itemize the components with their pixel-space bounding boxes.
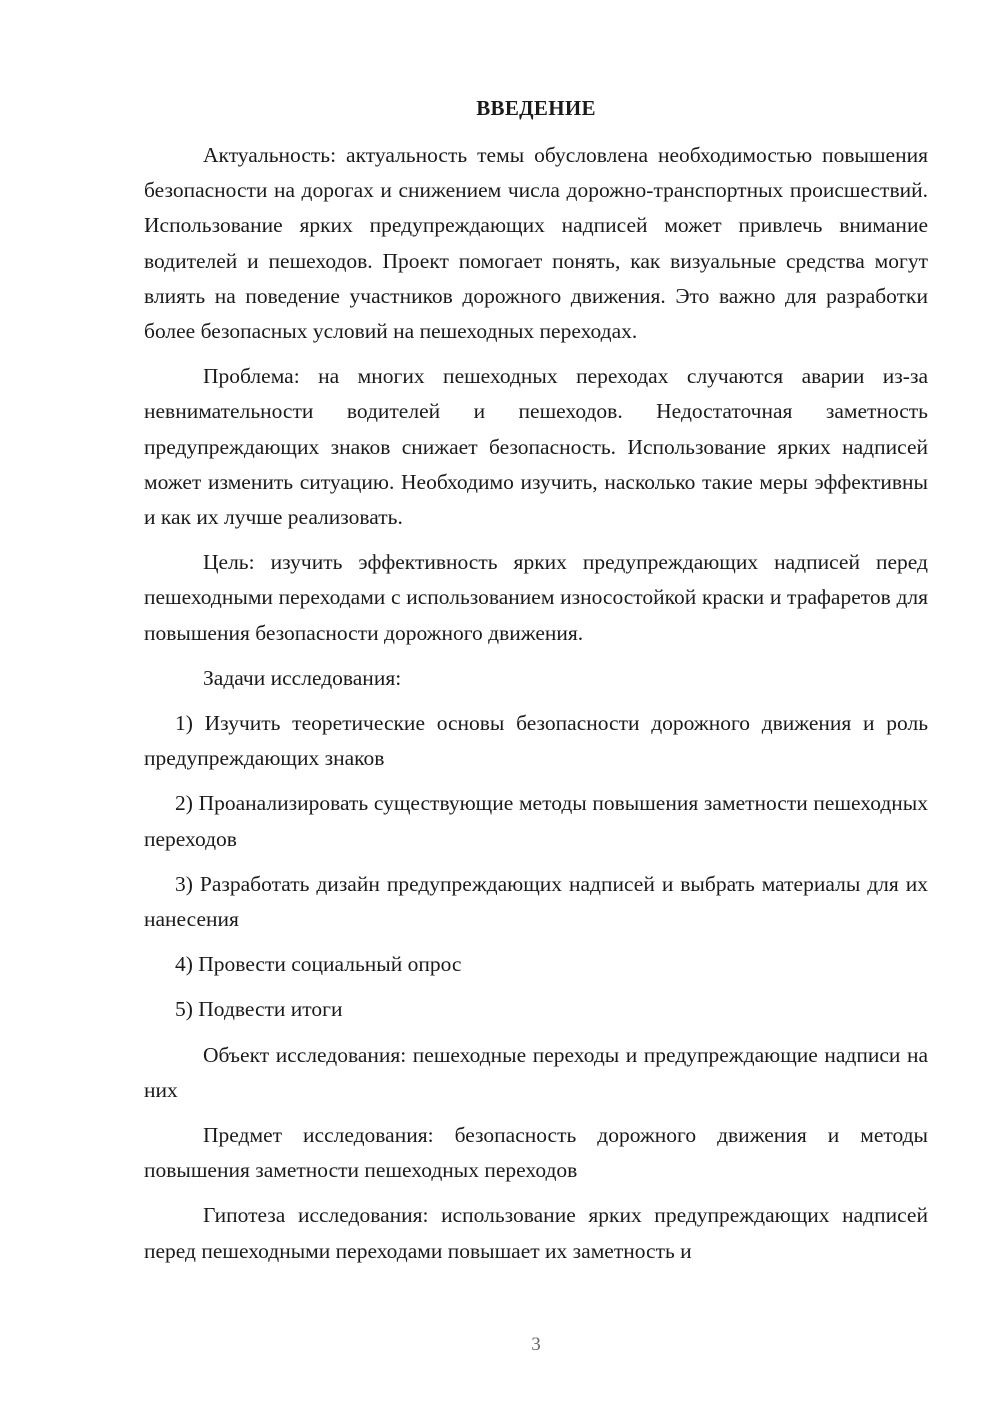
- task-item-1: 1) Изучить теоретические основы безопасности дорожного движения и роль предупреждающих знаков: [144, 711, 928, 771]
- page-number: 3: [531, 1334, 541, 1355]
- paragraph-subject: Предмет исследования: безопасность дорожного движения и методы повышения заметности пешеходных переходов: [144, 1123, 928, 1183]
- paragraph-tasks-heading: Задачи исследования:: [203, 665, 402, 690]
- task-item-2: 2) Проанализировать существующие методы повышения заметности пешеходных переходов: [144, 791, 928, 851]
- task-item-3: 3) Разработать дизайн предупреждающих надписей и выбрать материалы для их нанесения: [144, 871, 928, 932]
- paragraph-problem: Проблема: на многих пешеходных переходах случаются аварии из-за невнимательности водителей и пешеходов. Недостаточная заметность предупреждающих знаков снижает безопасность. Использование ярких надписей может изменить ситуацию. Необходимо изучить, насколько такие меры эффективны и как их лучше реализовать.: [144, 364, 928, 530]
- task-item-4: 4) Провести социальный опрос: [175, 952, 462, 977]
- paragraph-hypothesis: Гипотеза исследования: использование ярких предупреждающих надписей перед пешеходными переходами повышает их заметность и: [144, 1203, 928, 1263]
- paragraph-goal: Цель: изучить эффективность ярких предупреждающих надписей перед пешеходными переходами с использованием износостойкой краски и трафаретов для повышения безопасности дорожного движения.: [144, 550, 928, 645]
- body-text: [144, 138, 928, 1269]
- paragraph-relevance: Актуальность: актуальность темы обусловлена необходимостью повышения безопасности на дорогах и снижением числа дорожно-транспортных происшествий. Использование ярких предупреждающих надписей может привлечь внимание водителей и пешеходов. Проект помогает понять, как визуальные средства могут влиять на поведение участников дорожного движения. Это важно для разработки более безопасных условий на пешеходных переходах.: [144, 143, 928, 344]
- task-item-5: 5) Подвести итоги: [175, 997, 343, 1022]
- page-title: ВВЕДЕНИЕ: [476, 96, 596, 120]
- paragraph-object: Объект исследования: пешеходные переходы и предупреждающие надписи на них: [144, 1042, 928, 1102]
